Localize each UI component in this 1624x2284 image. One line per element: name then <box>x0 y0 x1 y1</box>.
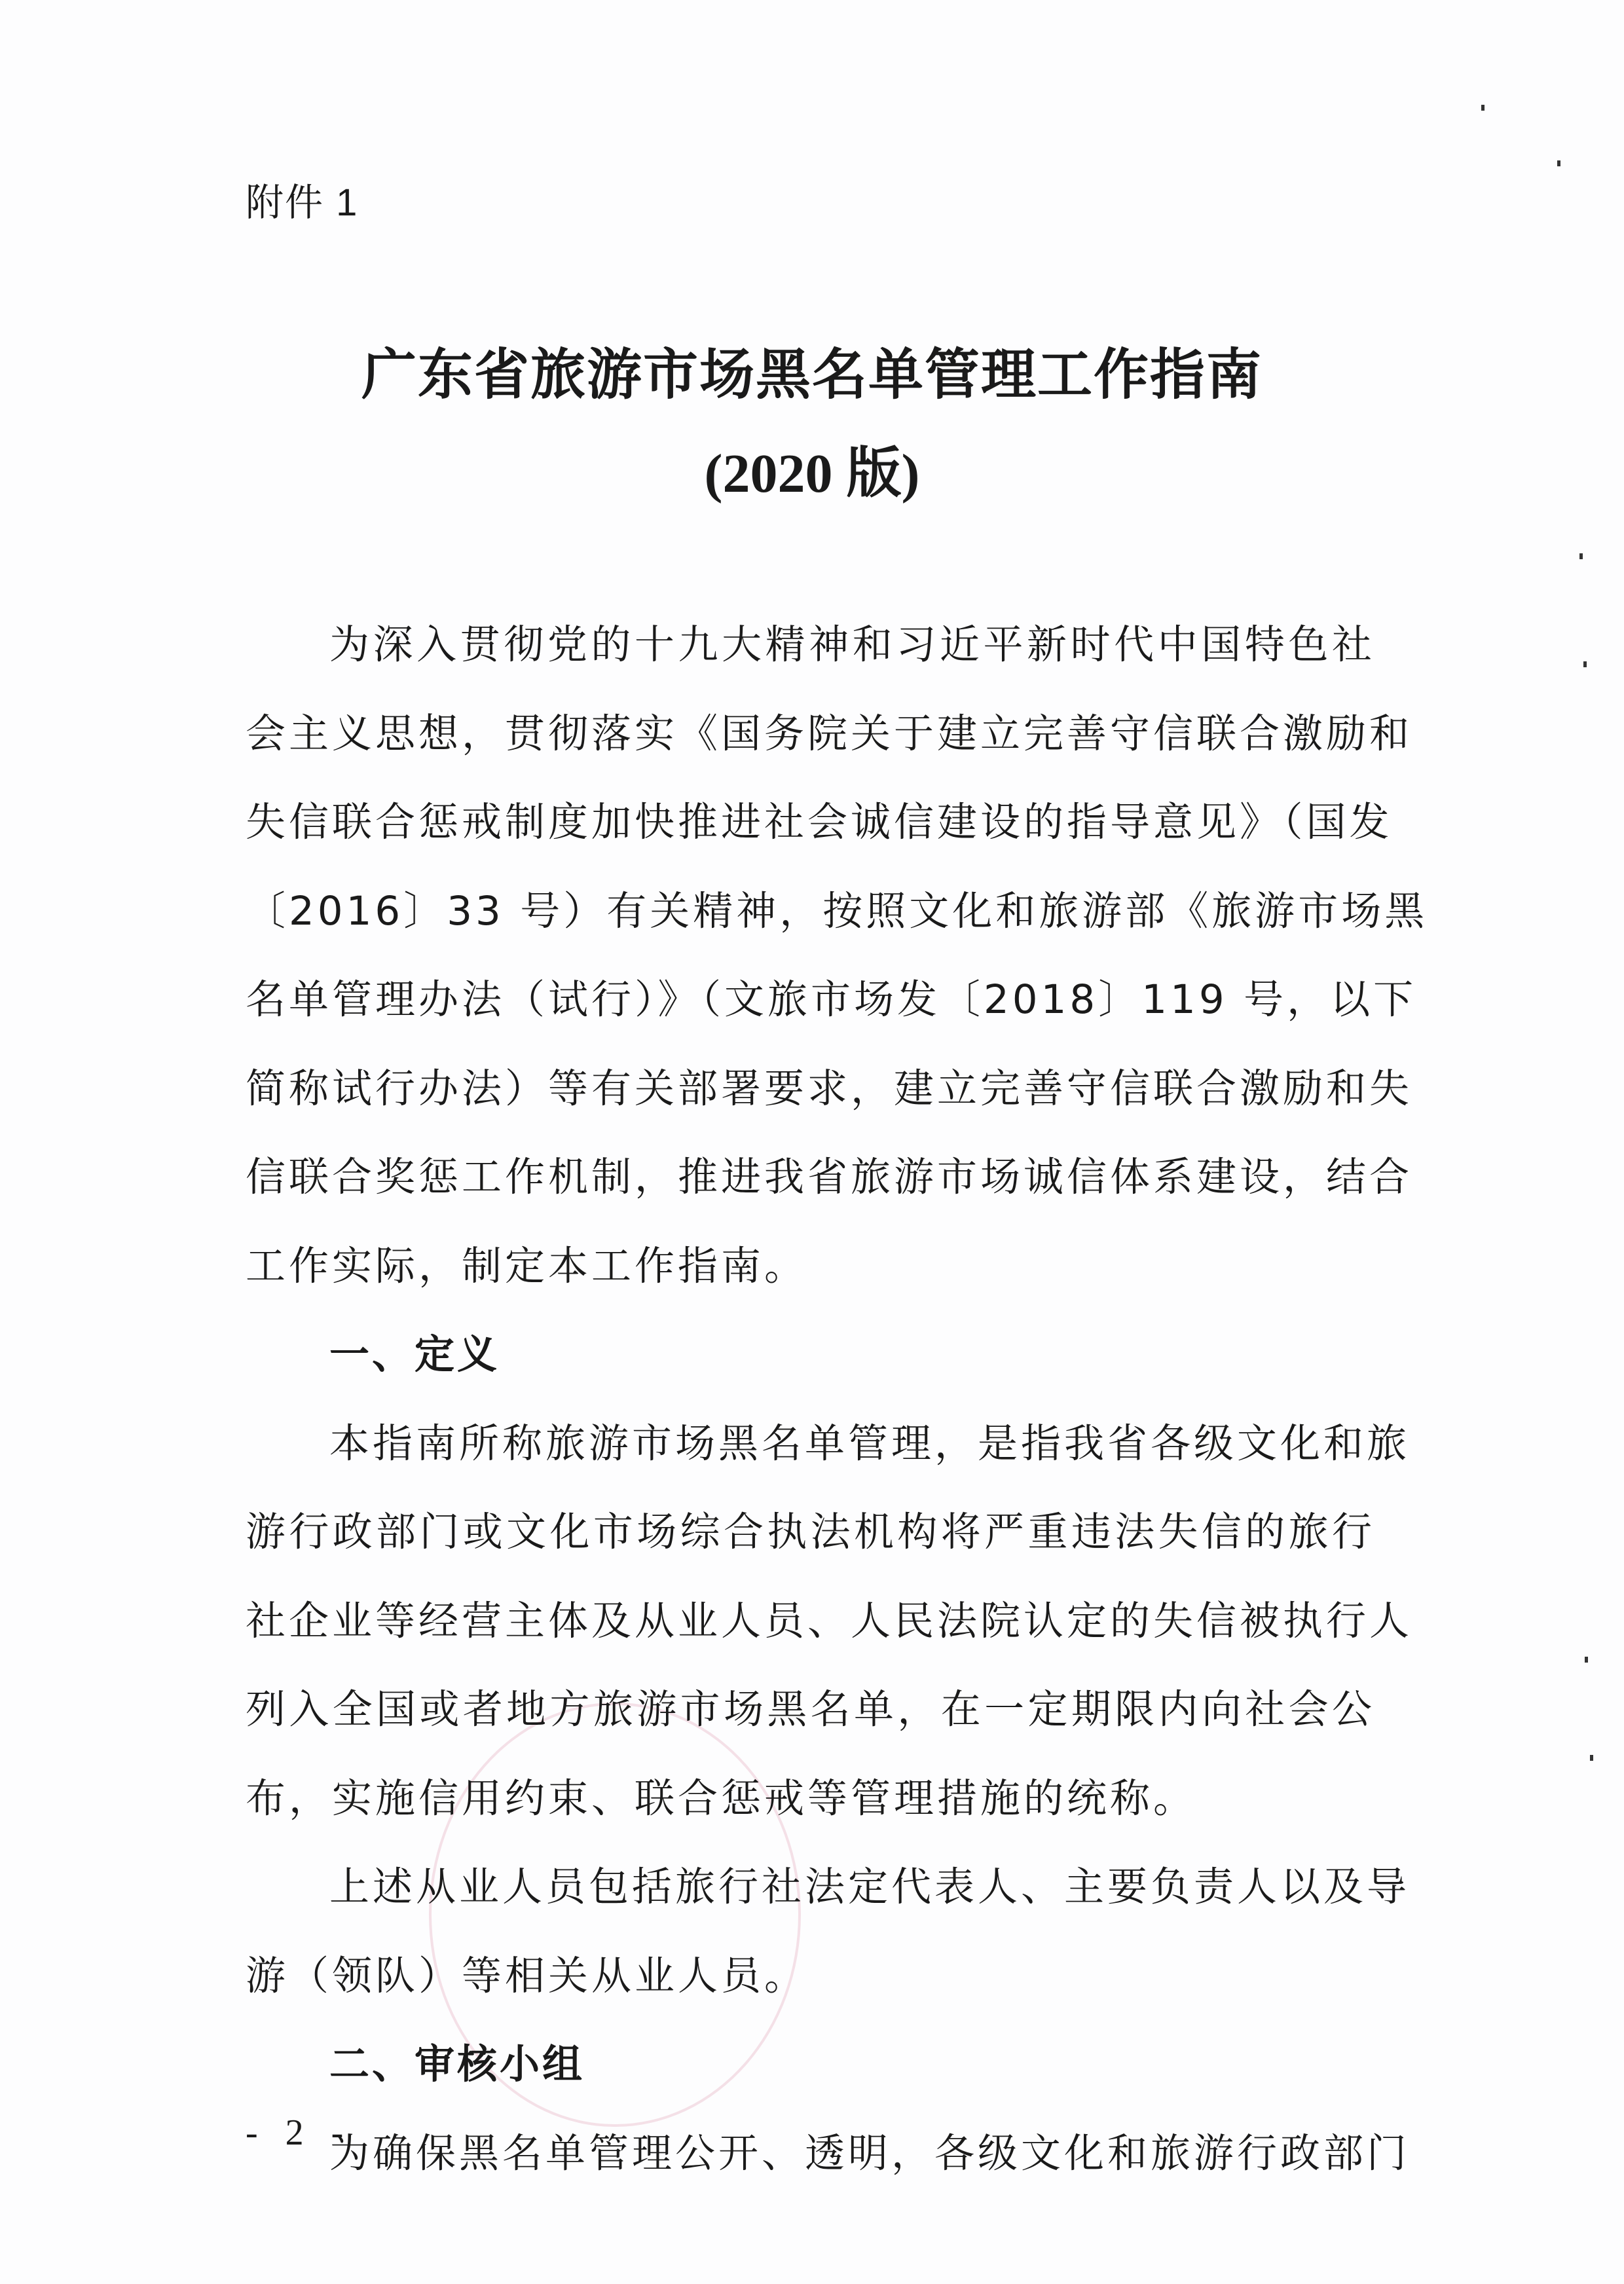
scan-speck <box>1579 553 1583 559</box>
paragraph-line: 上述从业人员包括旅行社法定代表人、主要负责人以及导 <box>329 1864 1411 1910</box>
section-heading: 二、审核小组 <box>329 2041 585 2088</box>
paragraph-line: 游行政部门或文化市场综合执法机构将严重违法失信的旅行 <box>246 1509 1375 1555</box>
paragraph-line: 工作实际，制定本工作指南。 <box>246 1242 808 1289</box>
scan-speck <box>1481 105 1485 111</box>
paragraph-line: 为深入贯彻党的十九大精神和习近平新时代中国特色社 <box>329 621 1375 668</box>
paragraph-line: 名单管理办法（试行）》（文旅市场发〔2018〕119 号，以下 <box>246 976 1417 1023</box>
paragraph-line: 社企业等经营主体及从业人员、人民法院认定的失信被执行人 <box>246 1597 1413 1644</box>
page-number: - 2 - <box>246 2112 353 2153</box>
scan-speck <box>1585 1657 1588 1663</box>
paragraph-line: 列入全国或者地方旅游市场黑名单，在一定期限内向社会公 <box>246 1686 1375 1733</box>
document-subtitle-edition: (2020 版) <box>704 443 920 504</box>
scan-speck <box>1583 661 1587 667</box>
section-heading: 一、定义 <box>329 1331 500 1378</box>
paragraph-line: 信联合奖惩工作机制，推进我省旅游市场诚信体系建设，结合 <box>246 1154 1413 1200</box>
attachment-label: 附件 1 <box>246 181 359 224</box>
paragraph-line: 本指南所称旅游市场黑名单管理，是指我省各级文化和旅 <box>329 1420 1411 1467</box>
scan-speck <box>1557 160 1560 166</box>
scan-speck <box>1590 1755 1593 1761</box>
document-body <box>246 616 1428 2213</box>
paragraph-line: 为确保黑名单管理公开、透明，各级文化和旅游行政部门 <box>329 2129 1411 2177</box>
paragraph-line: 布，实施信用约束、联合惩戒等管理措施的统称。 <box>246 1775 1197 1822</box>
paragraph-line: 简称试行办法）等有关部署要求，建立完善守信联合激励和失 <box>246 1065 1413 1112</box>
document-title: 广东省旅游市场黑名单管理工作指南 <box>361 342 1263 407</box>
paragraph-line: 失信联合惩戒制度加快推进社会诚信建设的指导意见》（国发 <box>246 799 1393 845</box>
paragraph-line: 会主义思想，贯彻落实《国务院关于建立完善守信联合激励和 <box>246 710 1413 757</box>
paragraph-line: 〔2016〕33 号）有关精神，按照文化和旅游部《旅游市场黑 <box>246 887 1428 934</box>
paragraph-line: 游（领队）等相关从业人员。 <box>246 1952 808 1999</box>
